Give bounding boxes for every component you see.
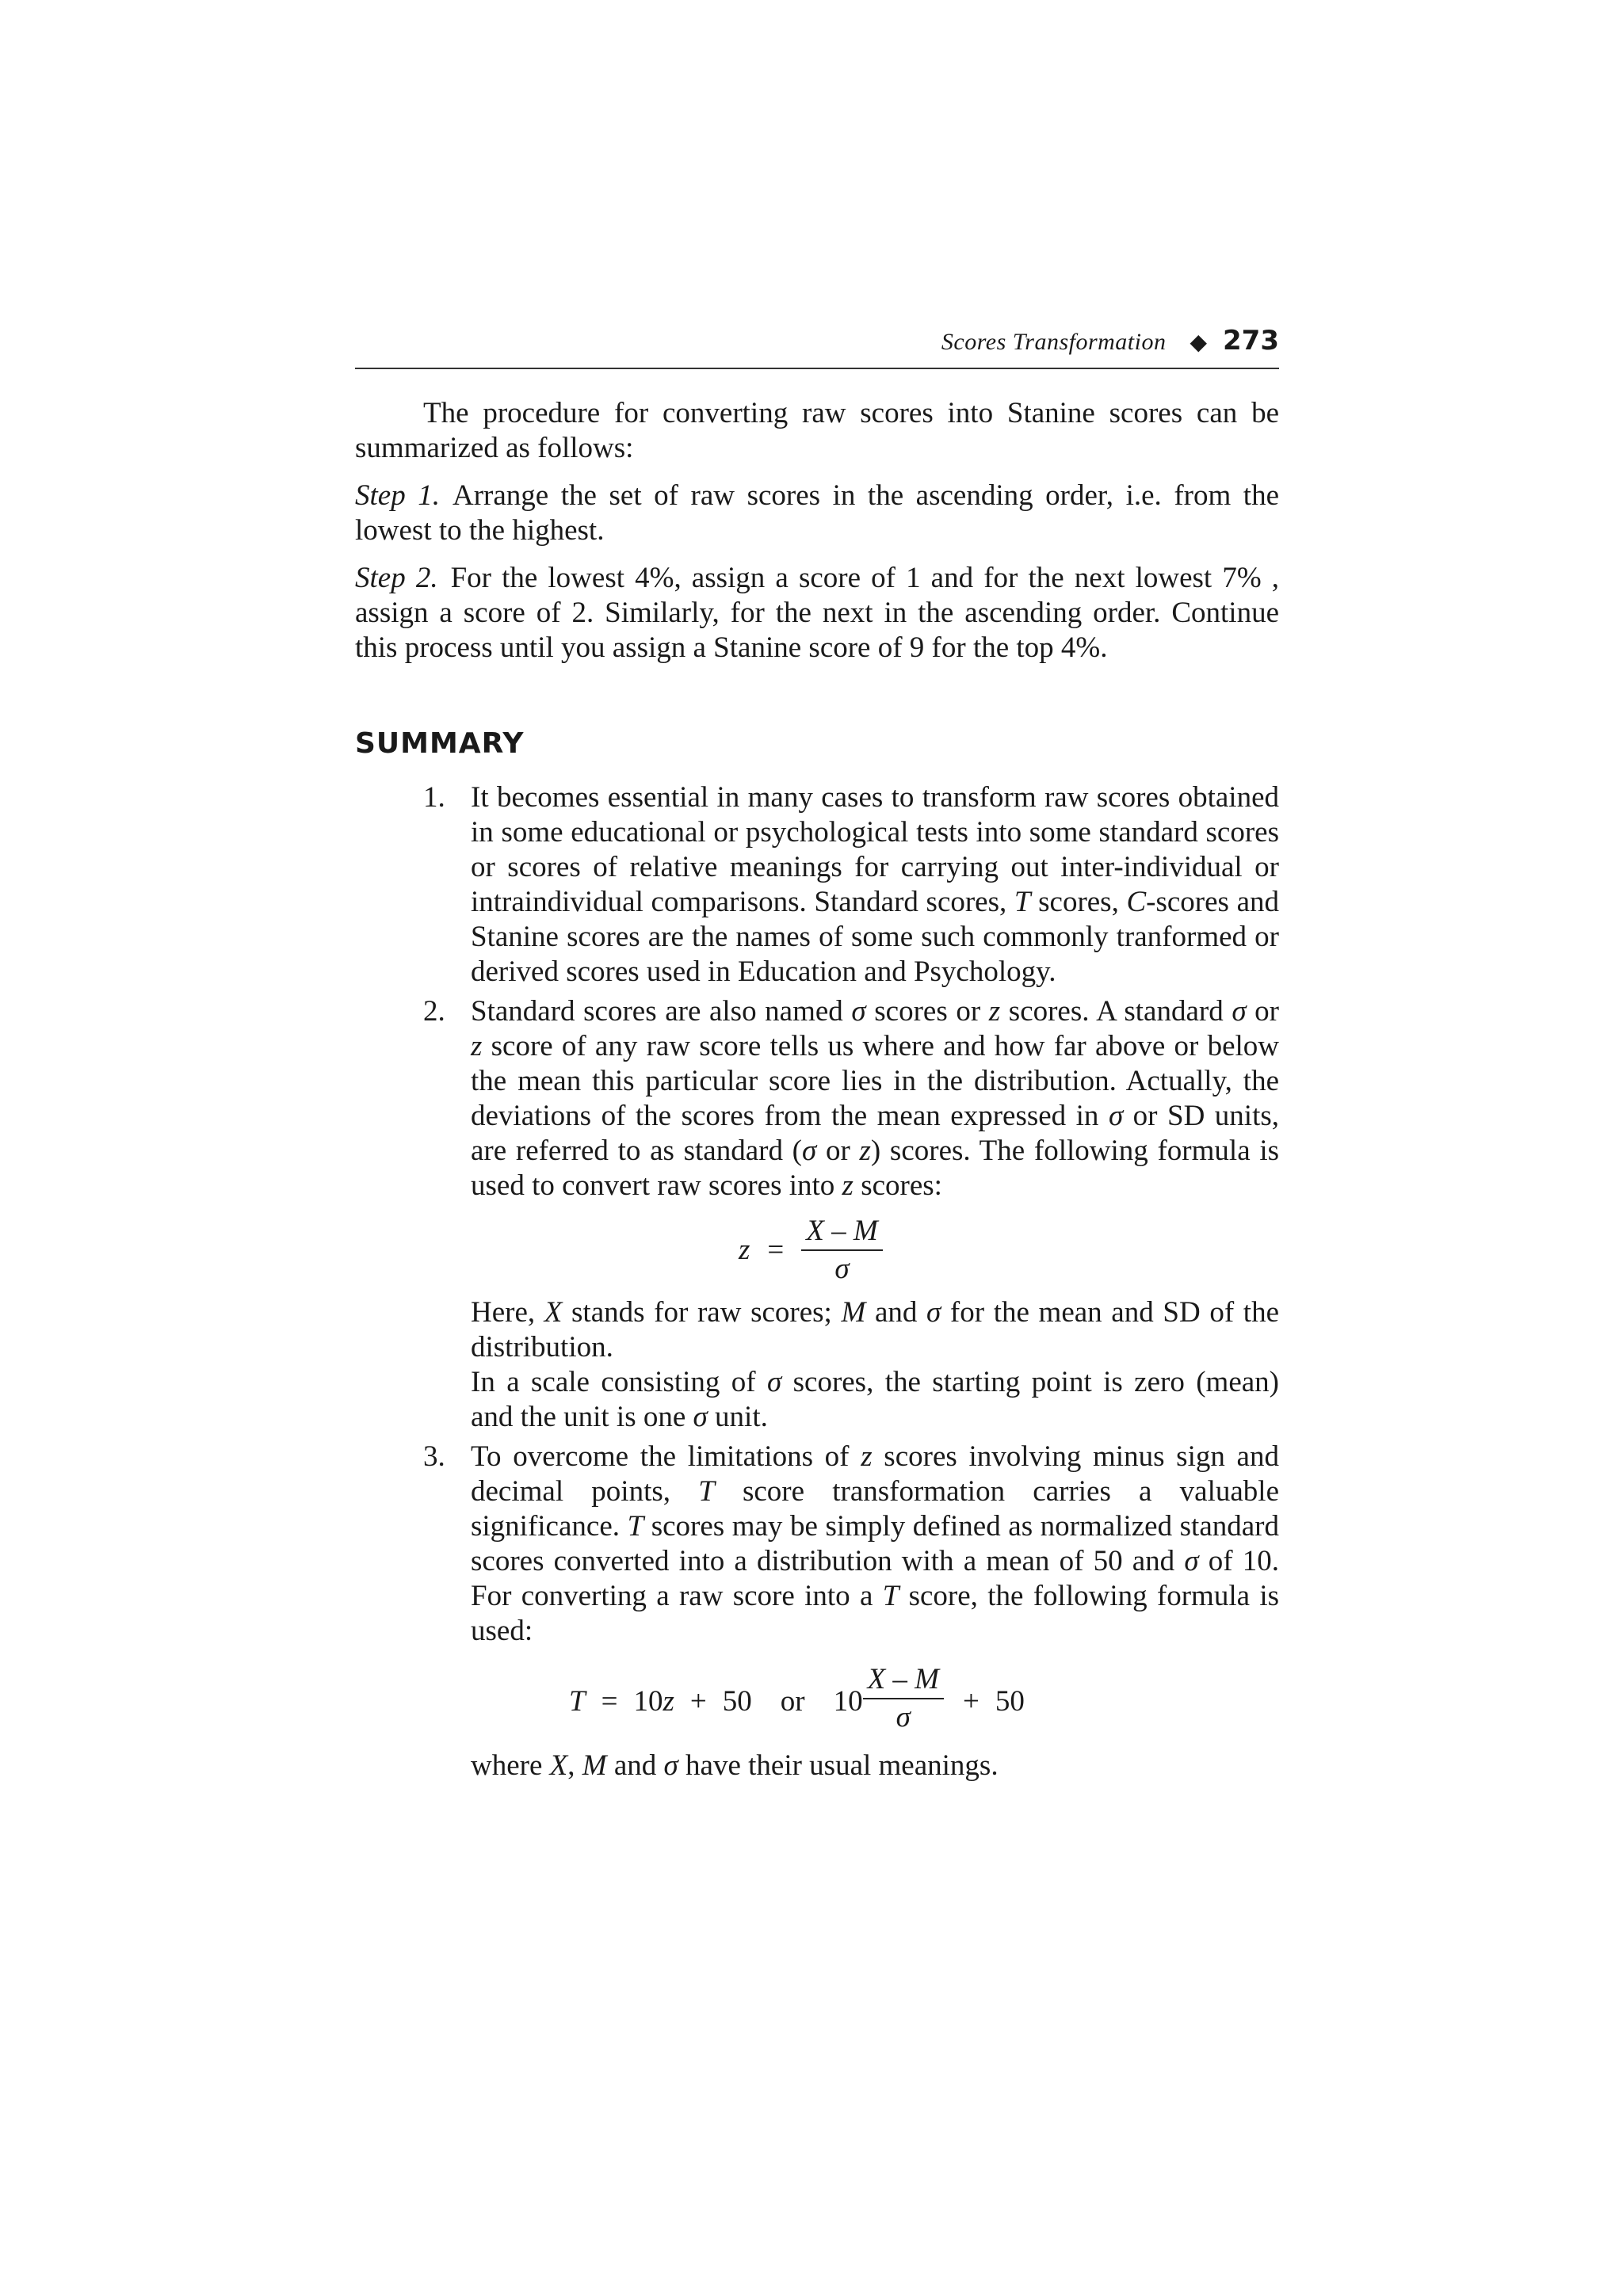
- text-run: and: [865, 1296, 927, 1329]
- math-var-z: z: [842, 1169, 854, 1202]
- formula-const: 50: [995, 1685, 1025, 1718]
- text-run: unit.: [707, 1401, 768, 1433]
- text-run: ) scores. The following formula is used to convert raw scores into: [471, 1135, 1279, 1202]
- running-head: [355, 325, 1279, 369]
- text-run: scores. A standard: [1000, 995, 1232, 1028]
- step-2: [355, 561, 1279, 666]
- text-run: scores may be simply defined as normalized standard scores converted into a distribution with a mean of 50 and: [471, 1510, 1279, 1577]
- formula-fraction: [801, 1215, 882, 1286]
- text-run: scores:: [853, 1169, 942, 1202]
- text-run: scores,: [1030, 886, 1127, 918]
- math-var-x: X: [549, 1749, 568, 1782]
- text-run: have their usual meanings.: [678, 1749, 999, 1782]
- math-sigma: σ: [1184, 1545, 1199, 1577]
- formula-fraction: [863, 1663, 944, 1734]
- text-run: It becomes essential in many cases to transform raw scores obtained in some educational or psychological tests into some standard scores or scores of relative meanings for carrying out inter-individual or intraindividual comparisons. Standard scores,: [471, 781, 1279, 918]
- step-1-label: Step 1.: [355, 479, 441, 512]
- math-var-z: z: [471, 1030, 483, 1062]
- summary-item-3-text: [471, 1440, 1279, 1649]
- math-sigma: σ: [766, 1366, 782, 1398]
- formula-plus: +: [689, 1685, 707, 1718]
- math-sigma: σ: [663, 1749, 678, 1782]
- math-var-z: z: [988, 995, 1001, 1028]
- page-number: 273: [1223, 325, 1279, 357]
- formula-term1-var: z: [663, 1685, 674, 1718]
- text-run: -scores and Stanine scores are the names of some such commonly tranformed or derived scores used in Education and Psychology.: [471, 886, 1279, 988]
- formula-plus: +: [963, 1685, 980, 1718]
- step-2-text: For the lowest 4%, assign a score of 1 and for the next lowest 7% , assign a score of 2. Similarly, for the next in the ascending order. Continue this process until you assign a Stanine score of 9 for the top 4%.: [355, 562, 1280, 664]
- math-sigma: σ: [1108, 1100, 1124, 1132]
- math-sigma: σ: [851, 995, 866, 1028]
- formula-lhs: T: [569, 1685, 586, 1718]
- text-run: scores or: [865, 995, 989, 1028]
- summary-heading: SUMMARY: [355, 727, 525, 760]
- item-number: 3.: [423, 1440, 445, 1473]
- math-sigma: σ: [693, 1401, 708, 1433]
- formula-equals: =: [601, 1685, 618, 1718]
- formula-lhs: z: [739, 1234, 750, 1266]
- scale-explanation: [471, 1365, 1279, 1435]
- text-run: Here,: [471, 1296, 544, 1329]
- step-1: [355, 479, 1279, 548]
- math-sigma: σ: [802, 1135, 817, 1167]
- text-run: scores, the starting point is zero (mean) and the unit is one: [471, 1366, 1279, 1433]
- text-run: Standard scores are also named: [471, 995, 852, 1028]
- text-run: of 10. For converting a raw score into a: [471, 1545, 1279, 1612]
- intro-paragraph: The procedure for converting raw scores into Stanine scores can be summarized as follows:: [355, 397, 1279, 464]
- formula-coefficient: 10: [833, 1685, 863, 1718]
- text-run: or: [1246, 995, 1279, 1028]
- text-run: ,: [567, 1749, 582, 1782]
- text-run: or SD units, are referred to as standard (: [471, 1100, 1279, 1167]
- text-run: score, the following formula is used:: [471, 1580, 1280, 1647]
- math-var-m: M: [841, 1296, 866, 1329]
- text-run: score of any raw score tells us where and how far above or below the mean this particular score lies in the distribution. Actually, the deviations of the scores from the mean expressed in: [471, 1030, 1279, 1132]
- diamond-icon: ◆: [1190, 329, 1208, 355]
- summary-item-2-text: [471, 994, 1279, 1203]
- fraction-denominator: σ: [896, 1701, 911, 1733]
- book-page: [355, 325, 1279, 1788]
- summary-item-1-text: [471, 780, 1279, 990]
- text-run: score transformation carries a valuable significance.: [471, 1475, 1279, 1543]
- formula-term1: 10: [633, 1685, 663, 1718]
- formula-or: or: [780, 1685, 805, 1718]
- text-run: where: [471, 1749, 550, 1782]
- math-var-x: X: [544, 1296, 563, 1329]
- item-number: 1.: [423, 781, 445, 814]
- t-score-formula: [569, 1663, 1279, 1737]
- formula-explanation: [471, 1295, 1279, 1365]
- math-var-z: z: [861, 1440, 873, 1473]
- math-var-m: M: [582, 1749, 607, 1782]
- math-sigma: σ: [926, 1296, 941, 1329]
- step-1-text: Arrange the set of raw scores in the ascending order, i.e. from the lowest to the highest.: [355, 479, 1279, 547]
- fraction-denominator: σ: [834, 1253, 850, 1285]
- math-var-t: T: [627, 1510, 644, 1543]
- math-var-t: T: [1014, 886, 1031, 918]
- fraction-numerator: X – M: [863, 1663, 944, 1699]
- formula-explanation: [471, 1749, 1279, 1783]
- text-run: In a scale consisting of: [471, 1366, 767, 1398]
- text-run: stands for raw scores;: [562, 1296, 842, 1329]
- formula-equals: =: [767, 1234, 785, 1266]
- summary-item-3: [355, 1440, 1279, 1783]
- math-sigma: σ: [1232, 995, 1247, 1028]
- z-score-formula: [739, 1215, 1279, 1286]
- text-run: To overcome the limitations of: [471, 1440, 861, 1473]
- text-run: for the mean and SD of the distribution.: [471, 1296, 1279, 1363]
- math-var-t: T: [882, 1580, 899, 1612]
- math-var-t: T: [698, 1475, 715, 1508]
- formula-const: 50: [722, 1685, 752, 1718]
- text-run: or: [816, 1135, 860, 1167]
- summary-item-1: [355, 780, 1279, 990]
- summary-item-2: [355, 994, 1279, 1435]
- math-var-c: C: [1126, 886, 1147, 918]
- text-run: scores involving minus sign and decimal points,: [471, 1440, 1279, 1508]
- item-number: 2.: [423, 995, 445, 1028]
- text-run: and: [606, 1749, 664, 1782]
- math-var-z: z: [859, 1135, 871, 1167]
- step-2-label: Step 2.: [355, 562, 438, 594]
- running-head-title: Scores Transformation: [941, 329, 1167, 355]
- fraction-numerator: X – M: [801, 1215, 882, 1251]
- summary-list: [355, 780, 1279, 1783]
